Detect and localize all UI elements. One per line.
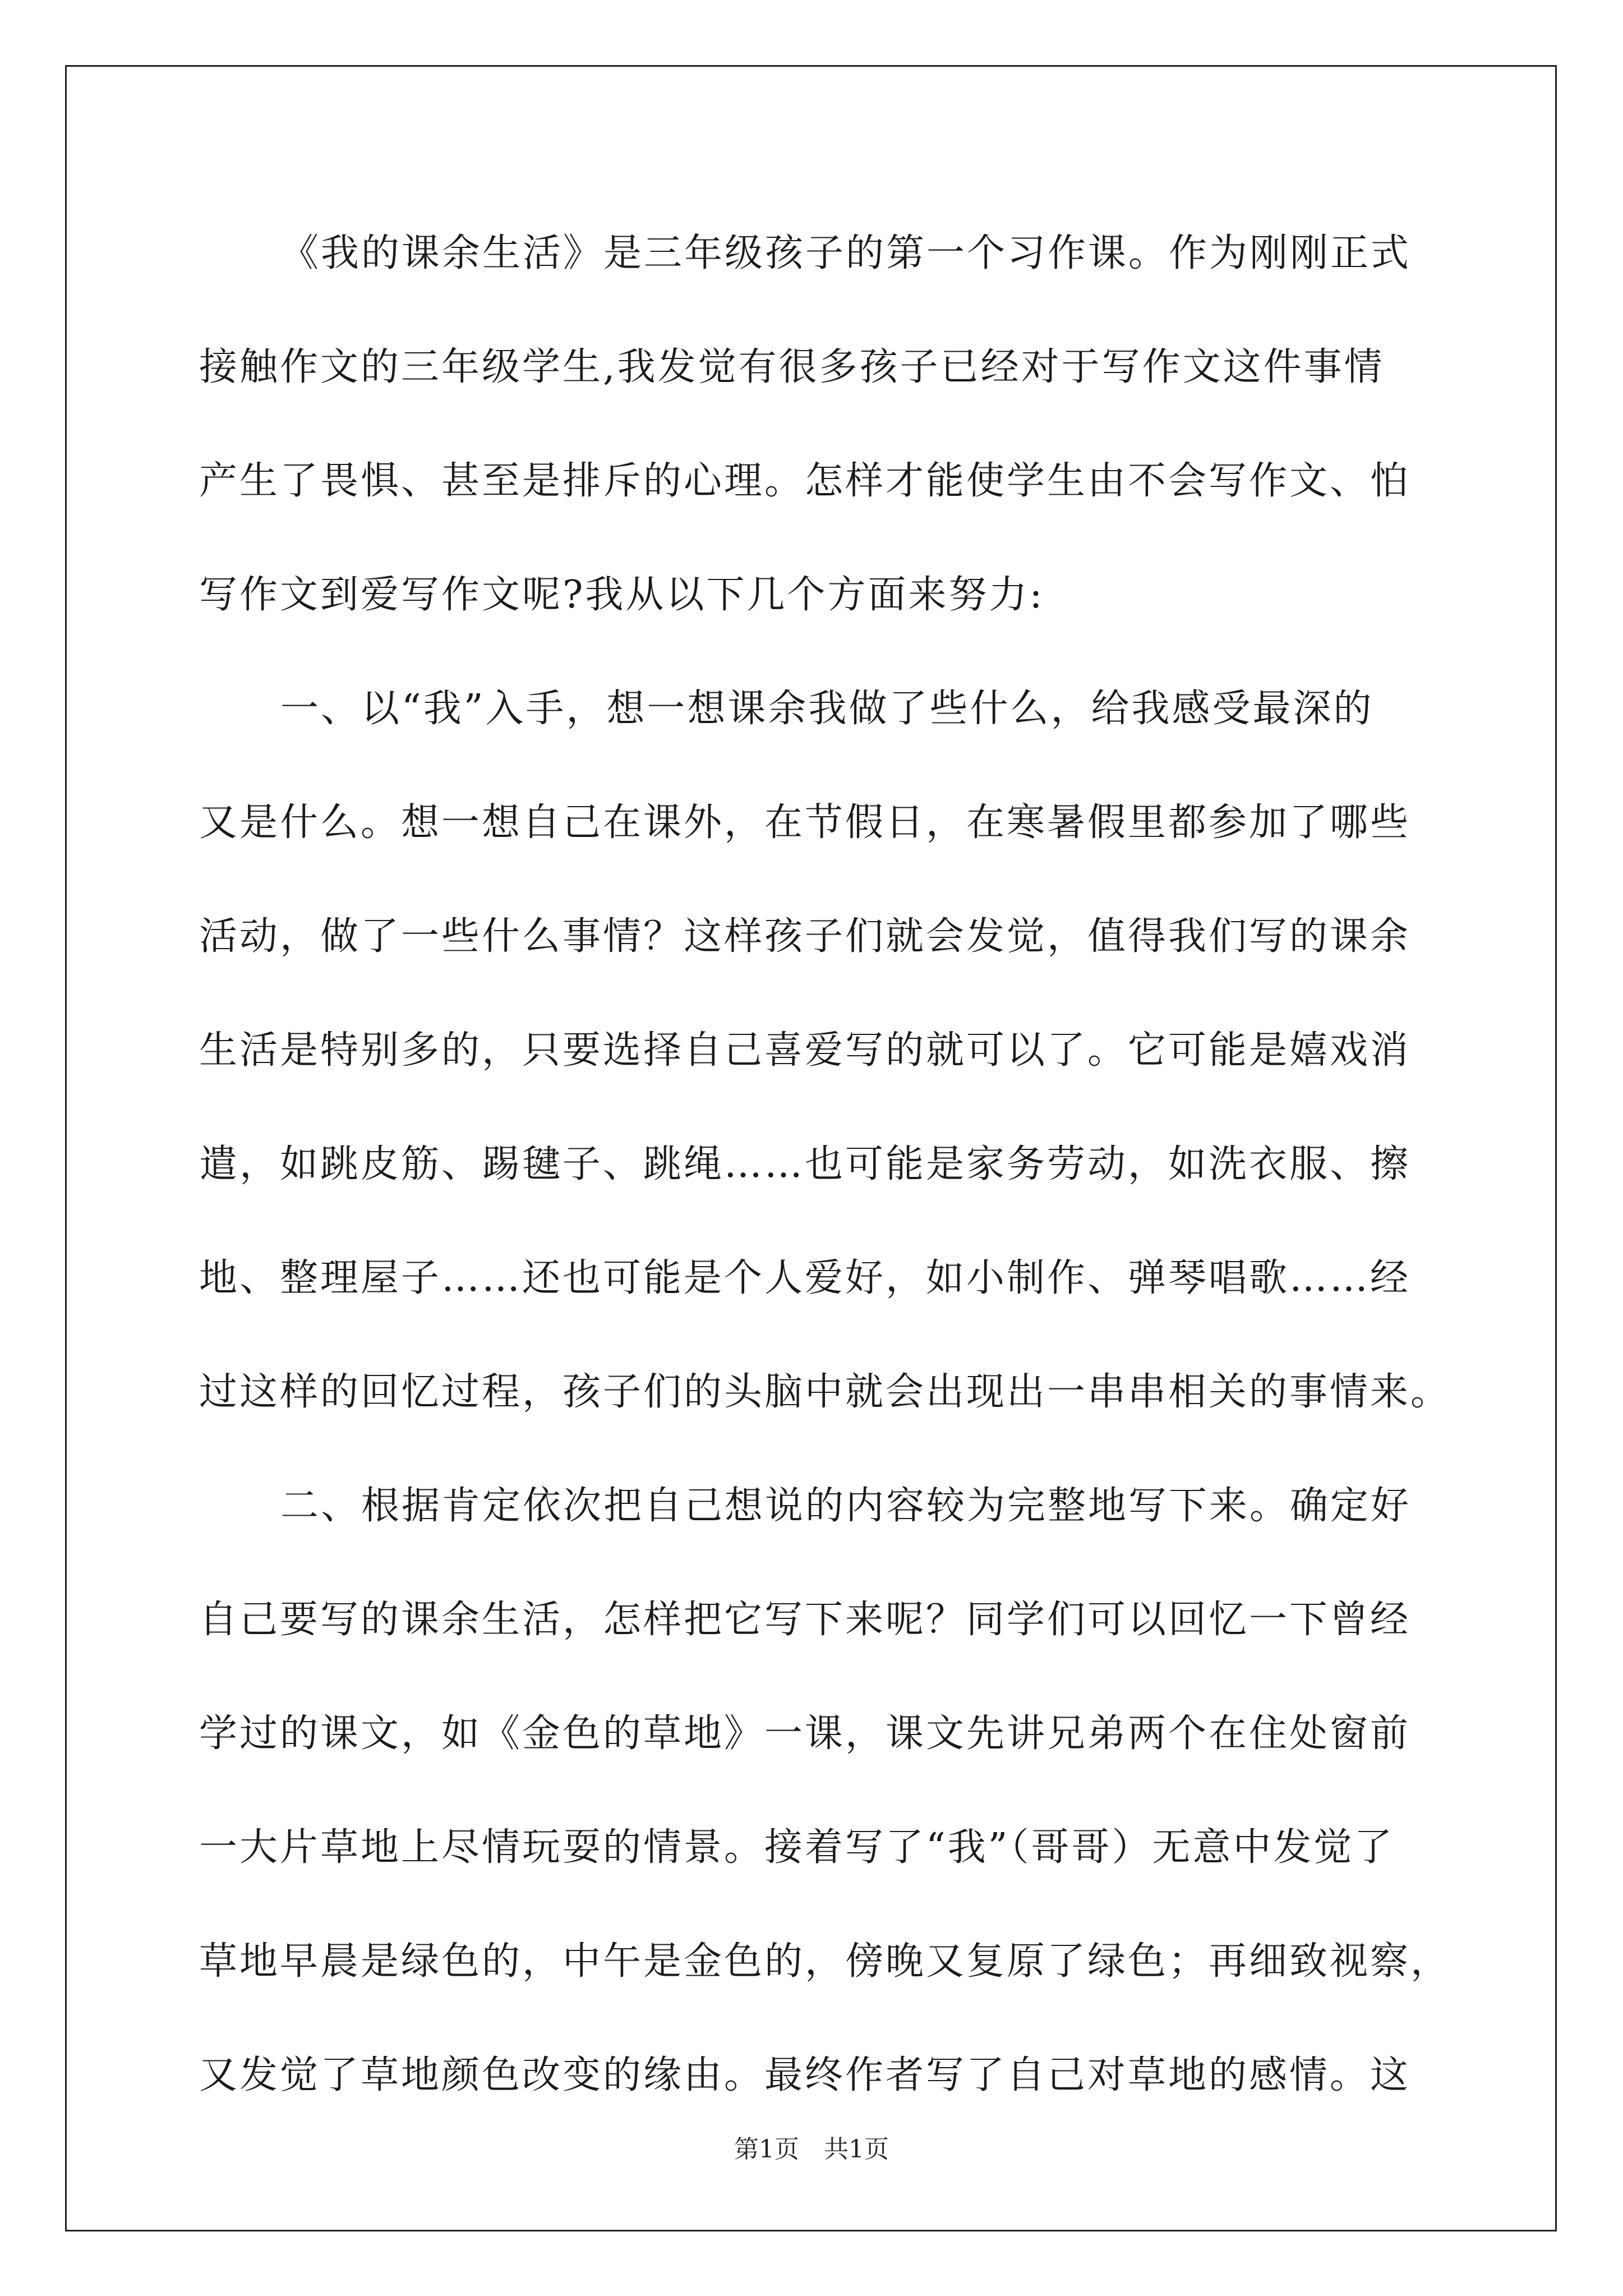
text-line: 一、以“我”入手，想一想课余我做了些什么，给我感受最深的 xyxy=(280,687,1374,731)
text-line: 一大片草地上尽情玩耍的情景。接着写了“我”（哥哥）无意中发觉了 xyxy=(199,1825,1395,1870)
text-line: 学过的课文，如《金色的草地》一课，课文先讲兄弟两个在住处窗前 xyxy=(199,1711,1411,1756)
text-line: 又发觉了草地颜色改变的缘由。最终作者写了自己对草地的感情。这 xyxy=(199,2053,1411,2097)
text-line: 遣，如跳皮筋、踢毽子、跳绳……也可能是家务劳动，如洗衣服、擦 xyxy=(199,1142,1411,1186)
text-line: 生活是特别多的，只要选择自己喜爱写的就可以了。它可能是嬉戏消 xyxy=(199,1028,1411,1073)
text-line: 过这样的回忆过程，孩子们的头脑中就会出现出一串串相关的事情来。 xyxy=(199,1370,1451,1414)
text-line: 二、根据肯定依次把自己想说的内容较为完整地写下来。确定好 xyxy=(280,1484,1412,1528)
text-line: 活动，做了一些什么事情？这样孩子们就会发觉，值得我们写的课余 xyxy=(199,914,1411,959)
text-line: 又是什么。想一想自己在课外，在节假日，在寒暑假里都参加了哪些 xyxy=(199,800,1411,845)
document-body xyxy=(199,196,1451,2132)
text-line: 写作文到爱写作文呢?我从以下几个方面来努力: xyxy=(199,573,1045,617)
page-number-footer: 第1页 共1页 xyxy=(734,2135,889,2164)
text-line: 草地早晨是绿色的，中午是金色的，傍晚又复原了绿色；再细致视察， xyxy=(199,1939,1451,1984)
text-line: 《我的课余生活》是三年级孩子的第一个习作课。作为刚刚正式 xyxy=(280,231,1412,275)
text-line: 自己要写的课余生活，怎样把它写下来呢？同学们可以回忆一下曾经 xyxy=(199,1598,1411,1642)
text-line: 产生了畏惧、甚至是排斥的心理。怎样才能使学生由不会写作文、怕 xyxy=(199,459,1411,503)
text-line: 接触作文的三年级学生,我发觉有很多孩子已经对于写作文这件事情 xyxy=(199,345,1385,389)
text-line: 地、整理屋子……还也可能是个人爱好，如小制作、弹琴唱歌……经 xyxy=(199,1256,1411,1300)
